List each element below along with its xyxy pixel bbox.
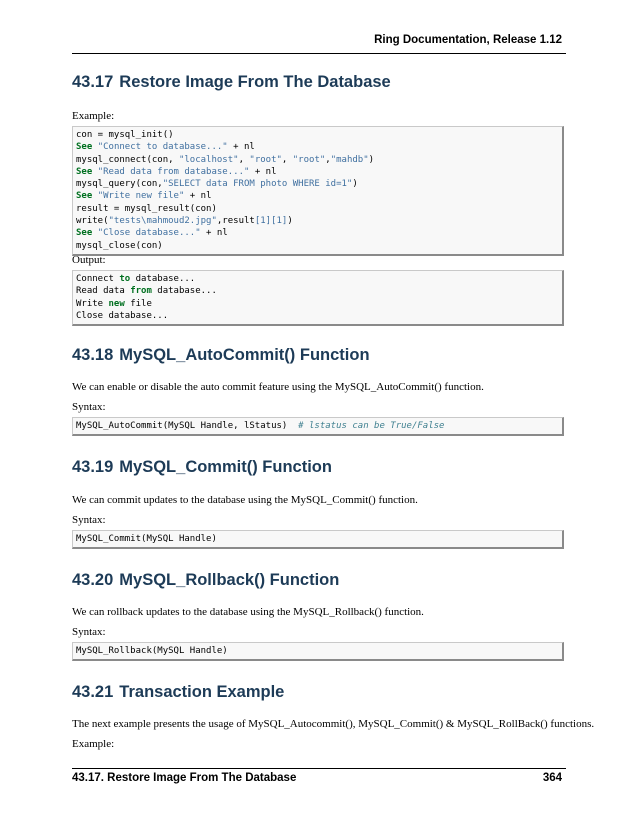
code-text: result = mysql_result(con) bbox=[76, 203, 217, 214]
code-text: ) bbox=[352, 179, 358, 190]
code-keyword: from bbox=[130, 286, 152, 297]
code-string: "tests\mahmoud2.jpg" bbox=[108, 216, 217, 227]
code-string: "Connect to database..." bbox=[97, 142, 228, 153]
code-string: "Close database..." bbox=[97, 228, 201, 239]
code-text: , bbox=[281, 154, 293, 165]
section-number: 43.20 bbox=[72, 571, 114, 589]
code-text: MySQL_Rollback(MySQL Handle) bbox=[76, 646, 228, 656]
code-string: [1][1] bbox=[254, 216, 288, 227]
code-line bbox=[76, 240, 559, 252]
section-title: MySQL_Rollback() Function bbox=[119, 571, 340, 589]
code-text: + nl bbox=[227, 142, 255, 153]
code-string: "Read data from database..." bbox=[97, 166, 250, 177]
syntax-label: Syntax: bbox=[72, 626, 106, 638]
code-string: "mahdb" bbox=[330, 154, 369, 165]
section-text: We can commit updates to the database using the MySQL_Commit() function. bbox=[72, 494, 418, 506]
code-line bbox=[76, 227, 559, 239]
code-keyword: See bbox=[76, 191, 93, 202]
code-keyword: to bbox=[119, 274, 131, 284]
code-line bbox=[76, 203, 559, 215]
code-text: mysql_query(con, bbox=[76, 179, 163, 190]
code-text: + nl bbox=[249, 166, 277, 177]
code-string: "Write new file" bbox=[97, 191, 185, 202]
code-text: Connect bbox=[76, 274, 120, 284]
running-header: Ring Documentation, Release 1.12 bbox=[374, 34, 562, 46]
code-line bbox=[76, 645, 559, 657]
code-keyword: See bbox=[76, 228, 93, 239]
syntax-label: Syntax: bbox=[72, 401, 106, 413]
code-line bbox=[76, 533, 559, 545]
code-line bbox=[76, 285, 559, 297]
code-line bbox=[76, 166, 559, 178]
code-text: write( bbox=[76, 216, 109, 227]
code-text: mysql_connect(con, bbox=[76, 154, 179, 165]
section-title: MySQL_AutoCommit() Function bbox=[119, 346, 370, 364]
code-line bbox=[76, 141, 559, 153]
code-block-restore-image bbox=[72, 126, 564, 256]
footer-rule bbox=[72, 768, 566, 769]
code-text: con = mysql_init() bbox=[76, 130, 174, 140]
code-text: ) bbox=[287, 216, 293, 227]
code-line bbox=[76, 190, 559, 202]
section-text: We can rollback updates to the database using the MySQL_Rollback() function. bbox=[72, 606, 424, 618]
header-rule bbox=[72, 53, 566, 54]
code-text: Close database... bbox=[76, 310, 169, 321]
section-heading-43-20 bbox=[72, 571, 339, 590]
code-line bbox=[76, 154, 559, 166]
code-text: , bbox=[238, 154, 250, 165]
section-title: Transaction Example bbox=[119, 683, 285, 701]
example-label: Example: bbox=[72, 110, 115, 122]
code-line bbox=[76, 298, 559, 310]
code-text: MySQL_AutoCommit(MySQL Handle, lStatus) bbox=[76, 421, 299, 431]
code-text: + nl bbox=[200, 228, 228, 239]
code-line bbox=[76, 129, 559, 141]
code-text: Read data bbox=[76, 286, 131, 297]
code-line bbox=[76, 273, 559, 285]
code-block-output bbox=[72, 270, 564, 326]
syntax-label: Syntax: bbox=[72, 514, 106, 526]
section-text: We can enable or disable the auto commit feature using the MySQL_AutoCommit() function. bbox=[72, 381, 484, 393]
code-text: file bbox=[124, 298, 152, 309]
section-number: 43.18 bbox=[72, 346, 114, 364]
section-number: 43.21 bbox=[72, 683, 114, 701]
code-block-commit bbox=[72, 530, 564, 549]
code-text: ) bbox=[368, 154, 375, 165]
section-text: The next example presents the usage of MySQL_Autocommit(), MySQL_Commit() & MySQL_RollBack() functions. bbox=[72, 718, 595, 730]
code-line bbox=[76, 420, 559, 432]
section-title: Restore Image From The Database bbox=[119, 73, 391, 91]
code-string: "root" bbox=[249, 154, 282, 165]
section-heading-43-18 bbox=[72, 346, 370, 365]
code-line bbox=[76, 178, 559, 190]
code-keyword: See bbox=[76, 142, 93, 153]
code-text: ,result bbox=[216, 216, 255, 227]
code-line bbox=[76, 310, 559, 322]
code-string: "SELECT data FROM photo WHERE id=1" bbox=[162, 179, 353, 190]
code-block-rollback bbox=[72, 642, 564, 661]
section-title: MySQL_Commit() Function bbox=[119, 458, 332, 476]
code-comment: # lstatus can be True/False bbox=[298, 421, 445, 431]
output-label: Output: bbox=[72, 254, 106, 266]
code-line bbox=[76, 215, 559, 227]
section-heading-43-19 bbox=[72, 458, 332, 477]
code-text: database... bbox=[130, 274, 196, 284]
section-heading-43-17 bbox=[72, 73, 391, 92]
section-number: 43.17 bbox=[72, 73, 114, 91]
code-string: "root" bbox=[292, 154, 326, 165]
code-text: + nl bbox=[184, 191, 212, 202]
code-text: database... bbox=[151, 286, 217, 297]
footer-section-title: 43.17. Restore Image From The Database bbox=[72, 772, 297, 784]
code-text: mysql_close(con) bbox=[76, 240, 163, 251]
code-block-autocommit bbox=[72, 417, 564, 436]
section-heading-43-21 bbox=[72, 683, 284, 702]
code-text: , bbox=[325, 154, 331, 165]
code-keyword: See bbox=[76, 166, 93, 177]
code-keyword: new bbox=[108, 298, 125, 309]
example-label: Example: bbox=[72, 738, 115, 750]
code-text: Write bbox=[76, 298, 109, 309]
code-text: MySQL_Commit(MySQL Handle) bbox=[76, 534, 217, 544]
code-string: "localhost" bbox=[178, 154, 239, 165]
page-number: 364 bbox=[542, 772, 562, 784]
section-number: 43.19 bbox=[72, 458, 114, 476]
